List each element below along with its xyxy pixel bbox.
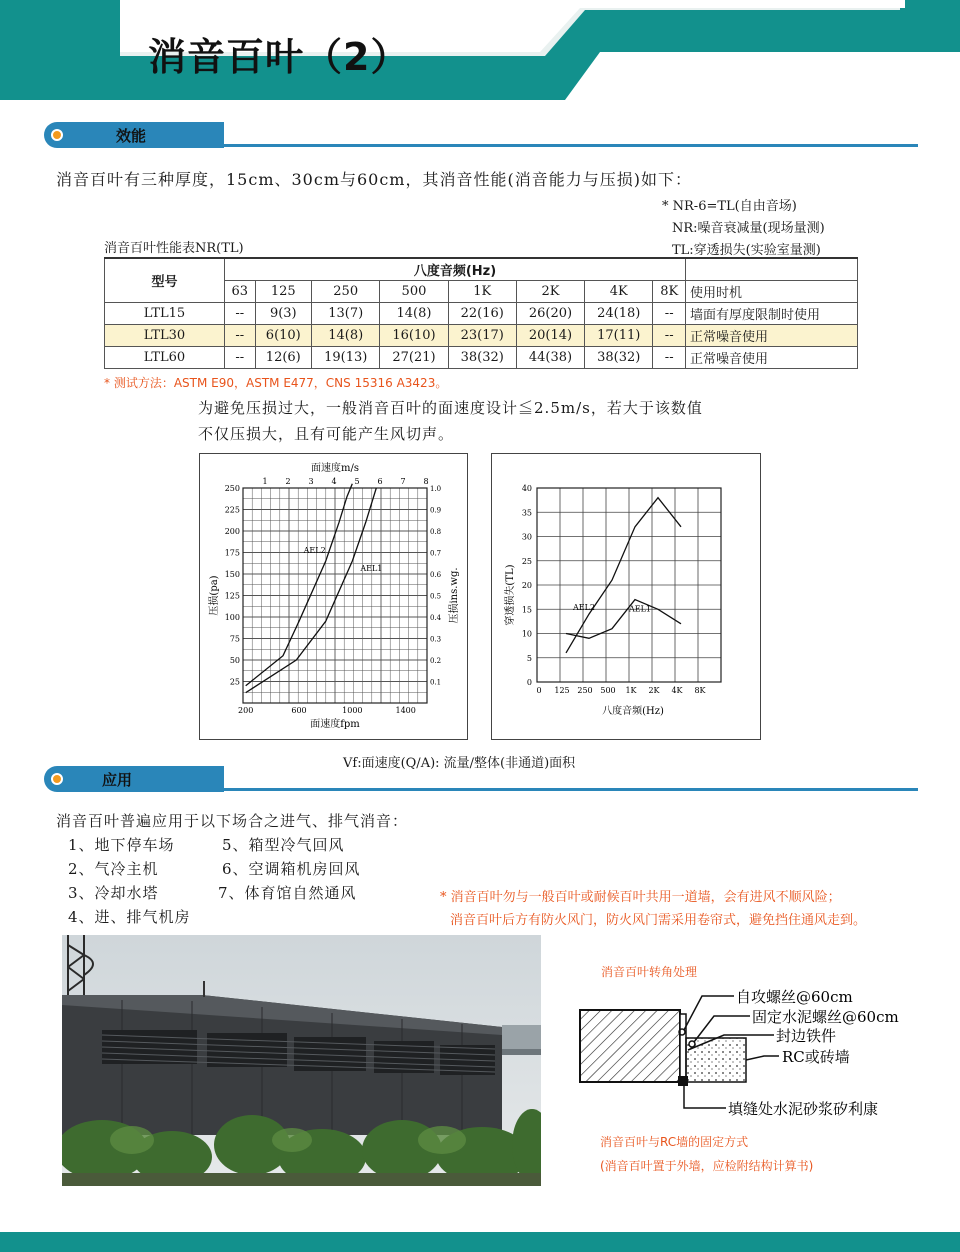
detail-label: 自攻螺丝@60cm [736, 988, 853, 1006]
intro-text: 消音百叶有三种厚度，15cm、30cm与60cm，其消音性能(消音能力与压损)如下： [56, 170, 692, 189]
test-method: * 测试方法：ASTM E90，ASTM E477，CNS 15316 A3423。 [104, 376, 448, 390]
value-cell: 14(8) [380, 302, 448, 324]
band-header: 500 [380, 280, 448, 302]
velocity-note-1: 为避免压损过大，一般消音百叶的面速度设计≦2.5m/s，若大于该数值 [198, 399, 703, 417]
detail-label: 封边铁件 [776, 1027, 837, 1045]
x-tick-label: 8K [694, 686, 706, 695]
building-photo [62, 935, 541, 1186]
x-top-tick-label: 8 [423, 477, 429, 486]
section-header-application [44, 766, 918, 794]
value-cell: -- [653, 346, 686, 368]
band-header: 1K [448, 280, 516, 302]
x-tick-label: 0 [536, 686, 542, 695]
x-top-tick-label: 6 [377, 477, 383, 486]
application-item: 4、进、排气机房 [68, 908, 191, 926]
table-caption: 消音百叶性能表NR(TL) [104, 241, 244, 256]
x-top-tick-label: 7 [400, 477, 406, 486]
y-tick-label: 20 [521, 581, 532, 590]
y-tick-label: 40 [521, 484, 532, 493]
band-header: 8K [653, 280, 686, 302]
value-cell: -- [653, 302, 686, 324]
value-cell: 22(16) [448, 302, 516, 324]
x-tick-label: 2K [648, 686, 660, 695]
y-tick-label: 25 [229, 677, 240, 687]
y-tick-label: 25 [521, 556, 532, 566]
model-cell: LTL30 [105, 324, 225, 346]
note-2: NR:噪音衰减量(现场量测) [672, 221, 825, 236]
note-1: * NR-6=TL(自由音场) [662, 199, 797, 214]
application-item: 2、气冷主机 [68, 860, 159, 878]
series-line-ael1 [246, 488, 377, 693]
band-header: 4K [585, 280, 653, 302]
y-tick-label: 200 [224, 527, 240, 536]
band-header: 125 [255, 280, 312, 302]
y-tick-label: 100 [224, 613, 240, 622]
value-cell: 20(14) [516, 324, 584, 346]
y2-tick-label: 0.8 [430, 528, 442, 536]
x-top-tick-label: 2 [285, 477, 291, 486]
band-header: 250 [312, 280, 380, 302]
y-tick-label: 35 [521, 508, 532, 518]
page-title: 消音百叶（2） [148, 35, 410, 79]
y2-tick-label: 0.9 [430, 506, 442, 515]
x-tick-label: 200 [238, 706, 254, 715]
formula: Vf:面速度(Q/A): 流量/整体(非通道)面积 [343, 756, 576, 771]
band-header: 2K [516, 280, 584, 302]
model-header: 型号 [105, 258, 225, 302]
usage-cell: 正常噪音使用 [686, 346, 858, 368]
header-band [0, 0, 960, 100]
value-cell: 16(10) [380, 324, 448, 346]
usage-cell: 墙面有厚度限制时使用 [686, 302, 858, 324]
x-tick-label: 600 [291, 706, 307, 715]
table-row [105, 302, 858, 324]
series-label: AEL1 [360, 564, 383, 574]
section-header-performance [44, 122, 918, 150]
application-item: 3、冷却水塔 [68, 884, 159, 902]
value-cell: 44(38) [516, 346, 584, 368]
section-title: 应用 [102, 771, 133, 789]
detail-label: 固定水泥螺丝@60cm [752, 1008, 899, 1026]
transmission-loss-chart [491, 453, 761, 740]
detail-label: 填缝处水泥砂浆矽利康 [728, 1100, 879, 1118]
x-tick-label: 1000 [342, 706, 363, 715]
y2-tick-label: 0.7 [430, 549, 442, 558]
model-cell: LTL60 [105, 346, 225, 368]
table-row [105, 346, 858, 368]
x-tick-label: 4K [671, 686, 683, 695]
footer-band [0, 1232, 960, 1252]
usage-cell: 正常噪音使用 [686, 324, 858, 346]
x-top-tick-label: 4 [331, 477, 337, 486]
performance-table [104, 257, 858, 369]
value-cell: 38(32) [448, 346, 516, 368]
y-tick-label: 5 [526, 653, 532, 663]
x-top-tick-label: 5 [354, 477, 360, 486]
y-tick-label: 0 [526, 678, 532, 687]
value-cell: 19(13) [312, 346, 380, 368]
y2-tick-label: 0.5 [430, 592, 442, 601]
y-tick-label: 125 [224, 591, 240, 601]
application-item: 7、体育馆自然通风 [218, 884, 357, 902]
value-cell: -- [225, 302, 256, 324]
y-axis-label: 压损(pa) [209, 575, 220, 616]
y2-tick-label: 1.0 [430, 485, 442, 493]
application-intro: 消音百叶普遍应用于以下场合之进气、排气消音： [56, 812, 409, 830]
bullet-icon [51, 129, 63, 141]
series-label: AEL1 [629, 604, 652, 614]
bullet-icon [51, 773, 63, 785]
chart-title: 面速度m/s [311, 463, 359, 474]
value-cell: 14(8) [312, 324, 380, 346]
velocity-note-2: 不仅压损大，且有可能产生风切声。 [198, 425, 455, 443]
application-item: 1、地下停车场 [68, 836, 175, 854]
y-tick-label: 225 [224, 505, 240, 515]
freq-header: 八度音频(Hz) [225, 258, 686, 280]
y-tick-label: 250 [224, 484, 240, 493]
value-cell: 24(18) [585, 302, 653, 324]
section-title: 效能 [116, 127, 147, 145]
value-cell: 38(32) [585, 346, 653, 368]
value-cell: -- [225, 346, 256, 368]
value-cell: -- [653, 324, 686, 346]
y-tick-label: 175 [224, 548, 240, 558]
y-tick-label: 50 [229, 656, 240, 665]
value-cell: 13(7) [312, 302, 380, 324]
value-cell: 6(10) [255, 324, 312, 346]
band-header: 63 [225, 280, 256, 302]
x-axis-label: 面速度fpm [310, 719, 360, 730]
x-tick-label: 1K [625, 686, 637, 695]
note-3: TL:穿透损失(实验室量测) [672, 243, 821, 258]
x-tick-label: 500 [600, 686, 616, 695]
y2-tick-label: 0.4 [430, 614, 442, 622]
application-item: 5、箱型冷气回风 [222, 836, 345, 854]
y-tick-label: 75 [229, 634, 240, 644]
usage-header: 使用时机 [686, 280, 858, 302]
x-tick-label: 250 [577, 686, 593, 695]
value-cell: 23(17) [448, 324, 516, 346]
detail-label: RC或砖墙 [782, 1048, 850, 1066]
detail-caption-2: (消音百叶置于外墙，应检附结构计算书) [600, 1159, 814, 1173]
series-label: AEL2 [573, 603, 596, 613]
x-tick-label: 1400 [395, 706, 416, 715]
value-cell: -- [225, 324, 256, 346]
table-row [105, 324, 858, 346]
application-item: 6、空调箱机房回风 [222, 860, 361, 878]
x-tick-label: 125 [554, 686, 570, 695]
value-cell: 27(21) [380, 346, 448, 368]
y-tick-label: 30 [521, 532, 532, 542]
y2-axis-label: 压损ins.wg. [449, 567, 460, 624]
warning-1: * 消音百叶勿与一般百叶或耐候百叶共用一道墙，会有进风不顺风险； [440, 890, 841, 905]
y-axis-label: 穿透损失(TL) [505, 564, 516, 626]
y-tick-label: 10 [521, 629, 532, 639]
y2-tick-label: 0.2 [430, 657, 442, 665]
detail-caption-1: 消音百叶与RC墙的固定方式 [600, 1135, 749, 1149]
value-cell: 12(6) [255, 346, 312, 368]
value-cell: 26(20) [516, 302, 584, 324]
x-top-tick-label: 3 [308, 477, 314, 486]
pressure-loss-chart [199, 453, 468, 740]
y-tick-label: 150 [224, 570, 240, 579]
value-cell: 17(11) [585, 324, 653, 346]
y-tick-label: 15 [521, 605, 532, 615]
y2-tick-label: 0.3 [430, 635, 442, 644]
x-axis-label: 八度音频(Hz) [602, 706, 664, 717]
x-top-tick-label: 1 [262, 477, 268, 486]
model-cell: LTL15 [105, 302, 225, 324]
y2-tick-label: 0.6 [430, 571, 442, 579]
y2-tick-label: 0.1 [430, 678, 442, 687]
detail-title: 消音百叶转角处理 [601, 965, 698, 979]
warning-2: 消音百叶后方有防火风门，防火风门需采用卷帘式，避免挡住通风走到。 [450, 913, 867, 928]
value-cell: 9(3) [255, 302, 312, 324]
corner-detail-drawing [574, 980, 934, 1120]
series-label: AEL2 [303, 546, 326, 556]
